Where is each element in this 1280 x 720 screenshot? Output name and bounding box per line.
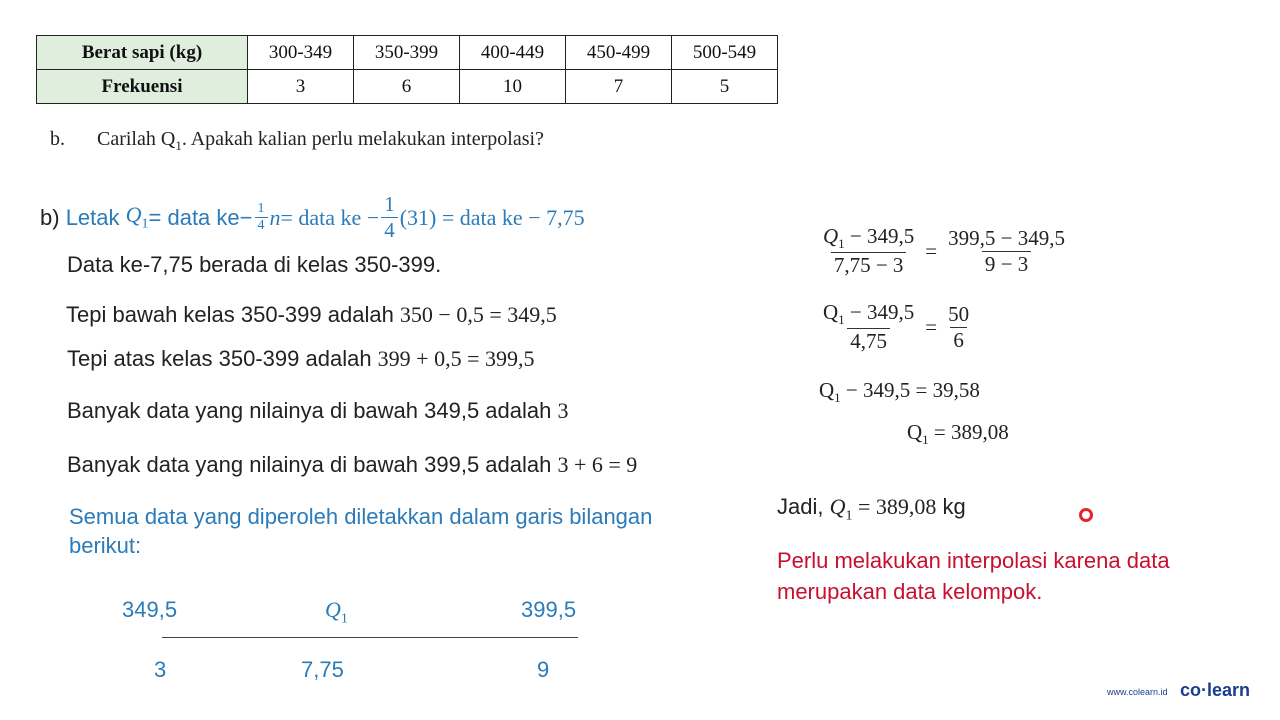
calc-row-1: $\frac{Q_1 - 349,5}{7,75 - 3}$ = $\frac{399,5 - 349,5}{9 - 3}$ xyxy=(820,224,1068,278)
brand-url: www.colearn.id xyxy=(1107,687,1168,697)
solution-line-5: Banyak data yang nilainya di bawah 399,5 adalah 3 + 6 = 9 xyxy=(67,452,638,477)
calc-row-3: $Q_1 - 349,5 = 39,58$ xyxy=(819,378,980,406)
solution-eq1: = data ke− xyxy=(148,204,253,230)
solution-line-1: Data ke-7,75 berada di kelas 350-399. xyxy=(67,252,442,277)
table-cell-frequency: 6 xyxy=(354,70,460,104)
calc-fraction-left: $\frac{Q_1 - 349,5}{7,75 - 3}$ xyxy=(823,224,915,278)
conclusion-line-2: merupakan data kelompok. xyxy=(777,579,1043,604)
conclusion-line-1: Perlu melakukan interpolasi karena data xyxy=(777,548,1170,573)
table-row xyxy=(37,36,778,70)
frequency-table xyxy=(36,35,778,104)
pointer-dot-icon xyxy=(1079,508,1093,522)
numberline-top-right: 399,5 xyxy=(521,597,577,622)
table-header-frequency: Frekuensi xyxy=(37,70,248,104)
table-cell-frequency: 10 xyxy=(460,70,566,104)
q1-symbol: $Q_1$ xyxy=(125,202,149,232)
solution-line-2: Tepi bawah kelas 350-399 adalah 350 − 0,5 = 349,5 xyxy=(66,302,557,327)
solution-eq2: = data ke − xyxy=(280,204,380,230)
solution-line-6b: berikut: xyxy=(69,533,142,558)
numberline-top-mid: $Q_1$ xyxy=(325,597,348,627)
fraction-quarter-small: $\frac{1}{4}$ xyxy=(255,201,268,234)
table-cell-class: 300-349 xyxy=(248,36,354,70)
calc-fraction-left: $\frac{Q_1 - 349,5}{4,75}$ xyxy=(823,300,915,354)
n-symbol: n xyxy=(269,204,281,230)
table-cell-class: 500-549 xyxy=(672,36,778,70)
fraction-quarter: $\frac{1}{4}$ xyxy=(381,192,398,243)
table-cell-class: 400-449 xyxy=(460,36,566,70)
brand-logo: co·learn xyxy=(1180,680,1251,700)
solution-prefix-b: b) xyxy=(40,204,66,230)
calc-row-4: $Q_1 = 389,08$ xyxy=(907,420,1009,448)
final-answer: Jadi, $Q_1 = 389,08$ kg xyxy=(777,494,966,524)
question-marker: b. xyxy=(50,128,65,150)
table-cell-class: 350-399 xyxy=(354,36,460,70)
solution-line-6: Semua data yang diperoleh diletakkan dalam garis bilangan xyxy=(69,504,653,529)
calc-row-2: $\frac{Q_1 - 349,5}{4,75}$ = $\frac{50}{6}$ xyxy=(820,300,972,354)
solution-line-4: Banyak data yang nilainya di bawah 349,5 adalah 3 xyxy=(67,398,569,423)
solution-heading xyxy=(40,192,585,243)
solution-eq3: (31) = data ke − 7,75 xyxy=(399,204,585,230)
numberline-bottom-left: 3 xyxy=(154,657,167,682)
table-cell-frequency: 3 xyxy=(248,70,354,104)
question-text: Carilah $Q_1$. Apakah kalian perlu melakukan interpolasi? xyxy=(97,128,544,153)
numberline-axis xyxy=(162,637,578,638)
calc-fraction-right: $\frac{399,5 - 349,5}{9 - 3}$ xyxy=(948,225,1065,276)
table-cell-class: 450-499 xyxy=(566,36,672,70)
numberline-bottom-mid: 7,75 xyxy=(301,657,344,682)
numberline-top-left: 349,5 xyxy=(122,597,178,622)
calc-fraction-right: $\frac{50}{6}$ xyxy=(948,301,970,352)
table-cell-frequency: 7 xyxy=(566,70,672,104)
numberline-bottom-right: 9 xyxy=(537,657,550,682)
table-header-weight: Berat sapi (kg) xyxy=(37,36,248,70)
solution-line-3: Tepi atas kelas 350-399 adalah 399 + 0,5 = 399,5 xyxy=(67,346,535,371)
table-cell-frequency: 5 xyxy=(672,70,778,104)
table-row xyxy=(37,70,778,104)
solution-prefix-letak: Letak xyxy=(65,204,126,230)
question-b xyxy=(50,128,544,154)
